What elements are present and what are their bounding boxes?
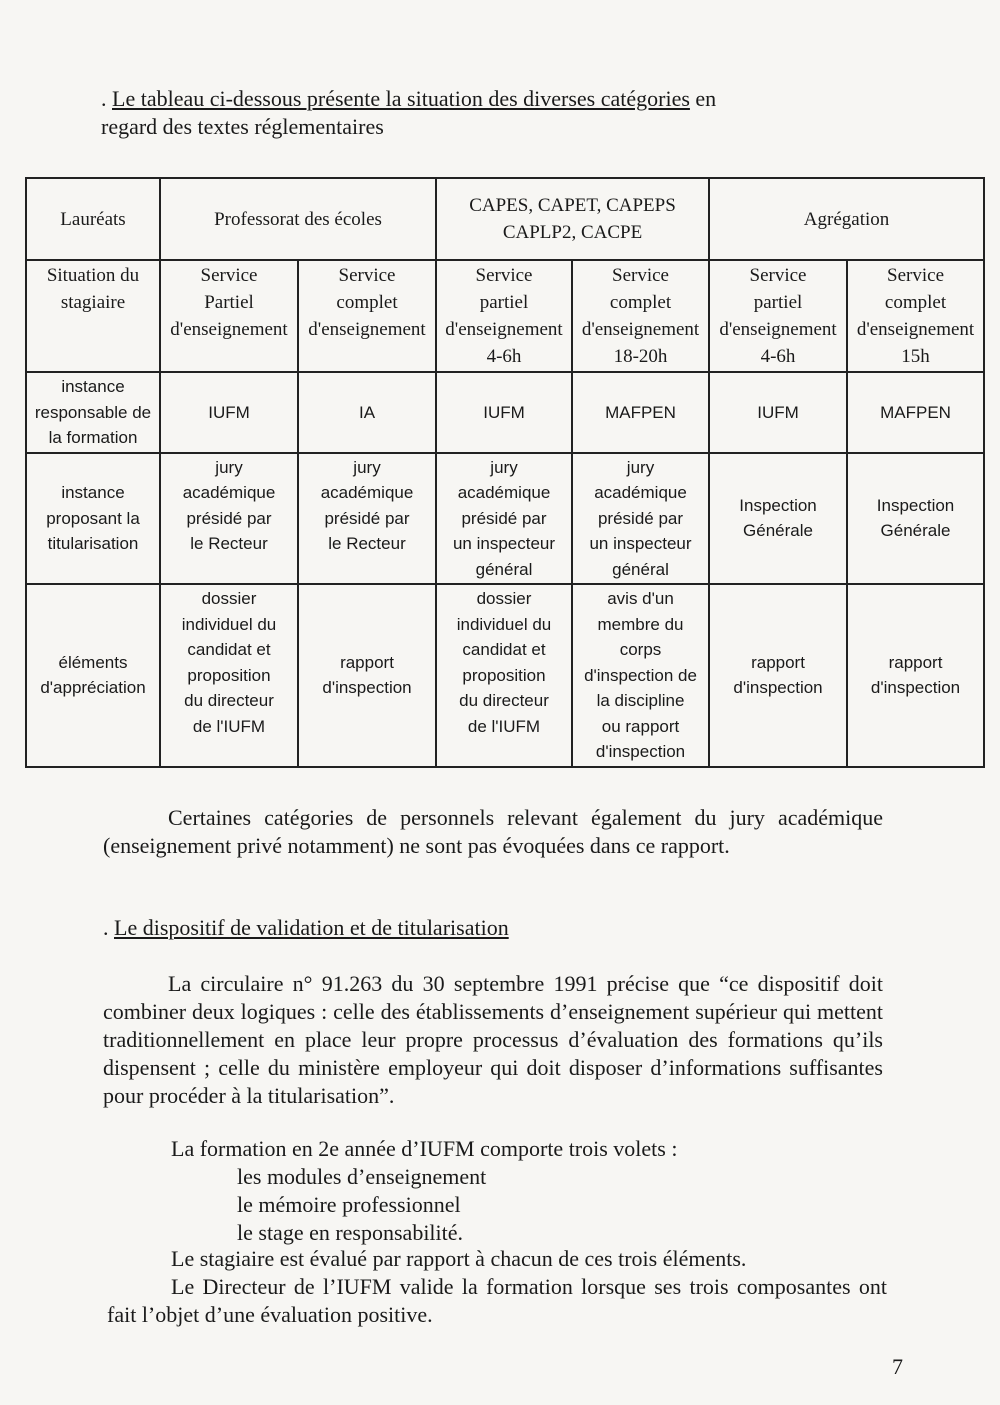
table-cell [160, 584, 298, 767]
table-row [26, 584, 984, 767]
cell-line: complet [884, 292, 947, 313]
cell-line: MAFPEN [880, 402, 951, 422]
intro-prefix: . [101, 86, 112, 111]
cell-line: d'enseignement [170, 319, 288, 340]
table-cell [709, 453, 847, 585]
cell-line: rapport [888, 652, 943, 672]
table-cell [847, 453, 984, 585]
section-heading-dispositif [103, 914, 509, 942]
cell-line: IUFM [483, 402, 525, 422]
cell-line: IUFM [757, 402, 799, 422]
cell-line: ou rapport [601, 716, 680, 736]
cell-line: général [475, 559, 533, 579]
cell-line: présidé par [597, 508, 684, 528]
table-cell [436, 372, 572, 453]
volets-list [237, 1163, 486, 1247]
services-row [26, 260, 984, 372]
header-capes-line: CAPES, CAPET, CAPEPS [469, 195, 676, 216]
row-label-line: éléments [58, 652, 128, 672]
cell-line: dossier [476, 589, 532, 608]
cell-line: présidé par [324, 508, 410, 528]
table-cell [160, 372, 298, 453]
cell-line: de l'IUFM [192, 716, 266, 736]
row-label [26, 372, 160, 453]
cell-line: Inspection [739, 495, 817, 515]
row-label-line: titularisation [47, 534, 139, 553]
table-cell [160, 453, 298, 585]
cell-line: Générale [880, 521, 951, 541]
cell-line: Service [475, 265, 533, 286]
cell-line: Service [200, 265, 258, 286]
heading-prefix: . [103, 915, 114, 940]
cell-line: Inspection [876, 495, 955, 515]
row-label-line: responsable de [34, 402, 152, 422]
table-cell [436, 584, 572, 767]
row-label-line: proposant la [46, 508, 140, 528]
header-capes [436, 178, 709, 260]
cell-line: présidé par [186, 508, 272, 528]
paragraph-stagiaire: Le stagiaire est évalué par rapport à chacun de ces trois éléments. [171, 1246, 747, 1271]
cell-line: d'inspection [595, 742, 686, 761]
cell-line: académique [594, 483, 687, 502]
cell-line: d'inspection de [584, 665, 697, 685]
cell-line: le Recteur [190, 534, 268, 553]
header-laureats: Lauréats [26, 178, 160, 260]
table-cell [298, 453, 436, 585]
cell-line: le Recteur [328, 534, 406, 553]
table-cell [298, 584, 436, 767]
cell-line: général [612, 559, 669, 579]
header-professorat-ecoles: Professorat des écoles [160, 178, 436, 260]
table-cell [572, 584, 709, 767]
table-cell [572, 453, 709, 585]
cell-line: individuel du [181, 614, 277, 634]
cell-line: Service [749, 265, 807, 286]
table-body [26, 372, 984, 767]
service-cell [847, 260, 984, 372]
table-cell [847, 372, 984, 453]
cell-line: la discipline [596, 691, 685, 710]
categories-table [25, 177, 985, 768]
cell-line: Générale [743, 521, 813, 541]
situation-label-line: stagiaire [60, 292, 126, 313]
cell-line: d'enseignement [308, 319, 426, 340]
cell-line: d'enseignement [581, 319, 700, 340]
cell-line: MAFPEN [605, 402, 676, 422]
cell-line: rapport [340, 652, 394, 672]
table-row [26, 372, 984, 453]
paragraph-circulaire: La circulaire n° 91.263 du 30 septembre 1991 précise que “ce dispositif doit combiner deux logiques : celle des établissements d’enseignement supérieur qui mettent traditionnellement en place leur propre processus d’évaluation des formations qu’ils dispensent ; celle du ministère employeur qui doit disposer d’informations suffisantes pour procéder à la titularisation”. [103, 971, 883, 1108]
cell-line: 15h [901, 346, 930, 367]
row-label-line: d'appréciation [40, 678, 146, 698]
cell-line: Service [887, 265, 945, 286]
table-cell [436, 453, 572, 585]
service-cell [160, 260, 298, 372]
cell-line: corps [619, 640, 662, 659]
cell-line: 4-6h [486, 346, 522, 367]
row-label [26, 453, 160, 585]
cell-line: académique [182, 483, 276, 502]
paragraph-categories: Certaines catégories de personnels relevant également du jury académique (enseignement privé notamment) ne sont pas évoquées dans ce rapport. [103, 805, 883, 858]
row-label [26, 584, 160, 767]
cell-line: rapport [751, 652, 805, 672]
situation-label [26, 260, 160, 372]
paragraph-directeur: Le Directeur de l’IUFM valide la formation lorsque ses trois composantes ont fait l’objet d’une évaluation positive. [107, 1274, 887, 1327]
cell-line: d'inspection [322, 678, 412, 698]
cell-line: un inspecteur [589, 534, 692, 553]
cell-line: jury [353, 457, 381, 477]
header-capes-line: CAPLP2, CACPE [502, 222, 643, 243]
cell-line: académique [320, 483, 414, 502]
row-label-line: instance [61, 377, 125, 396]
cell-line: présidé par [461, 508, 547, 528]
cell-line: du directeur [459, 691, 549, 710]
cell-line: d'enseignement [445, 319, 563, 340]
cell-line: partiel [753, 292, 803, 313]
cell-line: de l'IUFM [467, 716, 541, 736]
cell-line: individuel du [456, 614, 552, 634]
table-cell [847, 584, 984, 767]
table-cell [709, 372, 847, 453]
intro-paragraph [101, 85, 891, 141]
cell-line: d'inspection [733, 678, 823, 698]
cell-line: d'enseignement [856, 319, 975, 340]
table-cell [572, 372, 709, 453]
table-cell [709, 584, 847, 767]
paragraph-formation: La formation en 2e année d’IUFM comporte trois volets : [171, 1136, 678, 1161]
cell-line: IA [358, 402, 376, 422]
cell-line: 18-20h [613, 346, 668, 367]
cell-line: d'enseignement [719, 319, 837, 340]
cell-line: proposition [462, 665, 546, 685]
cell-line: membre du [597, 614, 684, 634]
cell-line: Service [338, 265, 396, 286]
cell-line: complet [336, 292, 398, 313]
cell-line: jury [626, 457, 655, 477]
cell-line: académique [457, 483, 551, 502]
cell-line: IUFM [208, 402, 250, 422]
list-item: les modules d’enseignement [237, 1164, 487, 1189]
intro-underlined: Le tableau ci-dessous présente la situation des diverses catégories [112, 86, 690, 111]
cell-line: jury [490, 457, 518, 477]
cell-line: jury [215, 457, 243, 477]
table-cell [298, 372, 436, 453]
page-number: 7 [892, 1354, 903, 1379]
intro-rest: en [689, 86, 717, 111]
cell-line: du directeur [184, 691, 274, 710]
row-label-line: la formation [48, 428, 138, 447]
cell-line: proposition [187, 665, 271, 685]
table-row [26, 453, 984, 585]
row-label-line: instance [61, 483, 125, 502]
cell-line: dossier [201, 589, 257, 608]
cell-line: complet [609, 292, 672, 313]
service-cell [298, 260, 436, 372]
service-cell [572, 260, 709, 372]
list-item: le mémoire professionnel [237, 1192, 461, 1217]
cell-line: avis d'un [607, 589, 674, 608]
cell-line: 4-6h [760, 346, 796, 367]
header-agregation: Agrégation [709, 178, 984, 260]
list-item: le stage en responsabilité. [237, 1220, 464, 1245]
cell-line: un inspecteur [452, 534, 556, 553]
cell-line: partiel [479, 292, 529, 313]
cell-line: candidat et [462, 640, 546, 659]
service-cell [709, 260, 847, 372]
cell-line: candidat et [187, 640, 271, 659]
heading-underlined: Le dispositif de validation et de titularisation [114, 915, 509, 940]
cell-line: d'inspection [870, 678, 961, 698]
cell-line: Partiel [204, 292, 254, 313]
intro-line2: regard des textes réglementaires [101, 114, 384, 139]
situation-label-line: Situation du [46, 265, 140, 286]
cell-line: Service [612, 265, 669, 286]
service-cell [436, 260, 572, 372]
